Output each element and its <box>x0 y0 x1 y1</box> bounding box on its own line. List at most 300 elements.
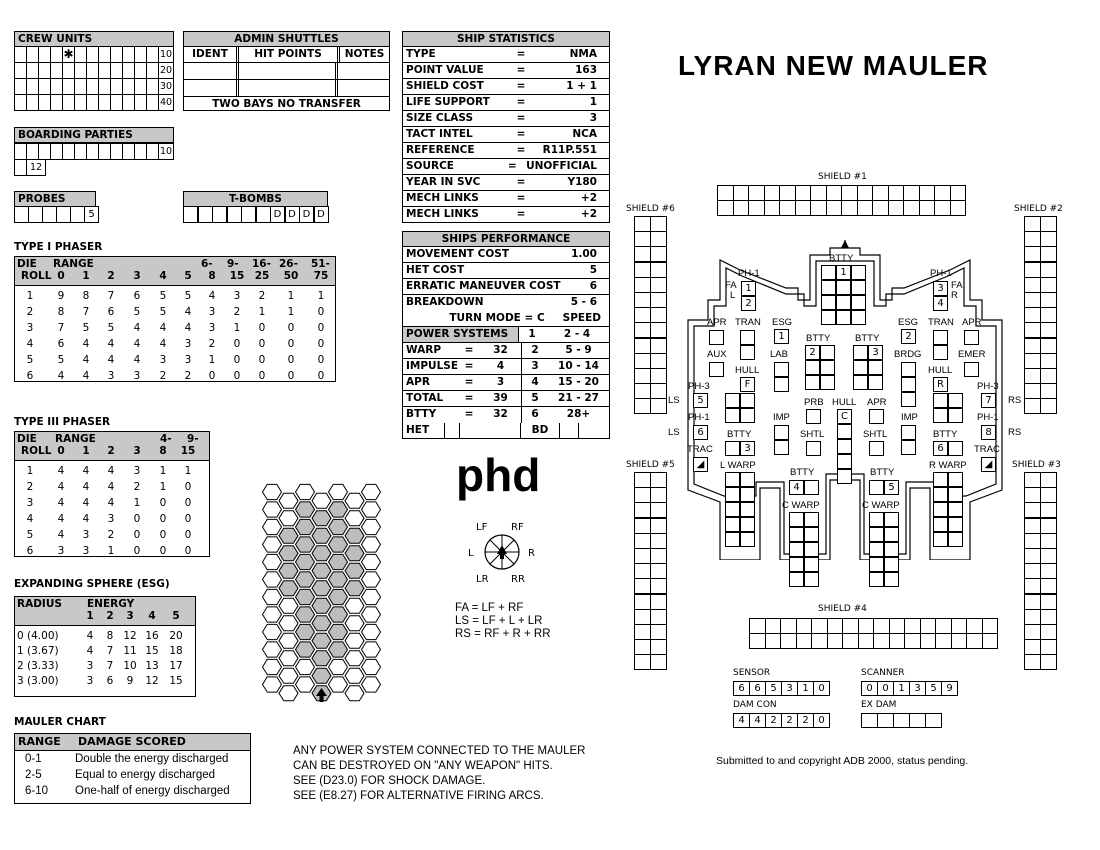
shield-1-box[interactable] <box>841 200 858 216</box>
shield-1-box[interactable] <box>841 185 858 201</box>
ph3-box[interactable]: 7 <box>981 393 996 408</box>
shield-6-box[interactable] <box>650 338 667 354</box>
shield-2-box[interactable] <box>1040 353 1057 369</box>
tbomb-box[interactable]: D <box>285 206 300 223</box>
hull-box[interactable] <box>740 408 755 423</box>
shield-3-box[interactable] <box>1040 624 1057 640</box>
shield-5-box[interactable] <box>634 487 651 503</box>
shield-4-box[interactable] <box>935 633 952 649</box>
shield-2-box[interactable] <box>1024 353 1041 369</box>
l-warp-box[interactable] <box>740 502 755 517</box>
shield-5-box[interactable] <box>650 609 667 625</box>
emer-box[interactable] <box>964 362 979 377</box>
shield-1-box[interactable] <box>795 200 812 216</box>
shield-5-box[interactable] <box>650 624 667 640</box>
shield-3-box[interactable] <box>1040 533 1057 549</box>
shield-1-box[interactable] <box>810 200 827 216</box>
shield-5-box[interactable] <box>634 563 651 579</box>
c-warp-box[interactable] <box>884 527 899 542</box>
shield-2-box[interactable] <box>1040 322 1057 338</box>
probe-box[interactable] <box>42 206 57 223</box>
btty-box[interactable] <box>836 310 851 325</box>
sensor-box[interactable]: 6 <box>733 681 750 696</box>
shield-1-box[interactable] <box>826 200 843 216</box>
shield-2-box[interactable] <box>1024 398 1041 414</box>
btty-box[interactable] <box>821 310 836 325</box>
shield-4-box[interactable] <box>889 618 906 634</box>
r-warp-box[interactable] <box>948 487 963 502</box>
shield-5-box[interactable] <box>650 518 667 534</box>
shield-5-box[interactable] <box>650 502 667 518</box>
shield-3-box[interactable] <box>1040 548 1057 564</box>
r-warp-box[interactable] <box>948 532 963 547</box>
tbomb-box[interactable]: D <box>299 206 314 223</box>
shield-4-box[interactable] <box>842 633 859 649</box>
btty-box[interactable] <box>851 265 866 280</box>
hull-box[interactable] <box>837 424 852 439</box>
aux-box[interactable] <box>709 362 724 377</box>
c-warp-box[interactable] <box>884 542 899 557</box>
btty-box[interactable] <box>851 280 866 295</box>
shield-3-box[interactable] <box>1040 563 1057 579</box>
shield-4-box[interactable] <box>966 633 983 649</box>
hull-box[interactable] <box>837 454 852 469</box>
crew-unit-box[interactable]: ✱ <box>63 47 74 61</box>
shield-3-box[interactable] <box>1040 472 1057 488</box>
shield-3-box[interactable] <box>1024 624 1041 640</box>
shield-3-box[interactable] <box>1024 502 1041 518</box>
r-warp-box[interactable] <box>948 502 963 517</box>
shield-2-box[interactable] <box>1024 322 1041 338</box>
exdam-box[interactable] <box>877 713 894 728</box>
tran-box[interactable] <box>933 330 948 345</box>
r-warp-box[interactable] <box>933 532 948 547</box>
c-warp-box[interactable] <box>804 557 819 572</box>
hull-box[interactable] <box>725 408 740 423</box>
shield-2-box[interactable] <box>1024 368 1041 384</box>
shield-4-box[interactable] <box>765 618 782 634</box>
shield-6-box[interactable] <box>634 383 651 399</box>
hull-box[interactable] <box>837 439 852 454</box>
shield-1-box[interactable] <box>872 185 889 201</box>
shield-6-box[interactable] <box>650 307 667 323</box>
l-warp-box[interactable] <box>725 532 740 547</box>
ph3-box[interactable]: 5 <box>693 393 708 408</box>
shield-4-box[interactable] <box>811 633 828 649</box>
shield-1-box[interactable] <box>950 200 967 216</box>
r-warp-box[interactable] <box>948 517 963 532</box>
shield-4-box[interactable] <box>780 618 797 634</box>
shield-5-box[interactable] <box>650 472 667 488</box>
shield-5-box[interactable] <box>634 654 651 670</box>
c-warp-box[interactable] <box>804 527 819 542</box>
shield-3-box[interactable] <box>1040 654 1057 670</box>
shield-5-box[interactable] <box>634 548 651 564</box>
brdg-box[interactable] <box>901 392 916 407</box>
c-warp-box[interactable] <box>789 557 804 572</box>
apr-box[interactable] <box>709 330 724 345</box>
shield-1-box[interactable] <box>934 185 951 201</box>
probe-box[interactable]: 5 <box>84 206 99 223</box>
shield-3-box[interactable] <box>1024 548 1041 564</box>
shield-1-box[interactable] <box>779 185 796 201</box>
l-warp-box[interactable] <box>740 472 755 487</box>
shield-5-box[interactable] <box>650 548 667 564</box>
btty-box[interactable] <box>868 360 883 375</box>
tbomb-box[interactable] <box>241 206 256 223</box>
shield-3-box[interactable] <box>1024 533 1041 549</box>
exdam-box[interactable] <box>909 713 926 728</box>
hull-box[interactable] <box>725 393 740 408</box>
ph1-box[interactable]: 2 <box>741 296 756 311</box>
shield-3-box[interactable] <box>1024 578 1041 594</box>
shield-6-box[interactable] <box>634 262 651 278</box>
c-warp-box[interactable] <box>789 572 804 587</box>
imp-box[interactable] <box>901 425 916 440</box>
shield-1-box[interactable] <box>919 185 936 201</box>
shield-2-box[interactable] <box>1024 292 1041 308</box>
shield-4-box[interactable] <box>966 618 983 634</box>
shield-2-box[interactable] <box>1024 216 1041 232</box>
tran-box[interactable] <box>933 345 948 360</box>
shield-6-box[interactable] <box>634 292 651 308</box>
damcon-box[interactable]: 0 <box>813 713 830 728</box>
tbomb-box[interactable] <box>256 206 271 223</box>
damcon-box[interactable]: 4 <box>749 713 766 728</box>
btty-box[interactable] <box>836 280 851 295</box>
shield-1-box[interactable] <box>857 185 874 201</box>
esg-box[interactable]: 1 <box>774 329 789 344</box>
shield-5-box[interactable] <box>634 594 651 610</box>
btty-box[interactable] <box>853 345 868 360</box>
btty-box[interactable] <box>804 480 819 495</box>
shield-1-box[interactable] <box>795 185 812 201</box>
shield-3-box[interactable] <box>1040 487 1057 503</box>
shield-4-box[interactable] <box>780 633 797 649</box>
shield-2-box[interactable] <box>1024 246 1041 262</box>
shield-1-box[interactable] <box>950 185 967 201</box>
shield-5-box[interactable] <box>634 502 651 518</box>
brdg-box[interactable] <box>901 362 916 377</box>
sensor-box[interactable]: 0 <box>813 681 830 696</box>
btty-box[interactable]: 6 <box>933 441 948 456</box>
ph1-box[interactable]: 4 <box>933 296 948 311</box>
c-warp-box[interactable] <box>884 512 899 527</box>
sensor-box[interactable]: 5 <box>765 681 782 696</box>
btty-box[interactable] <box>805 360 820 375</box>
btty-box[interactable] <box>821 280 836 295</box>
hull-box[interactable] <box>948 393 963 408</box>
shield-3-box[interactable] <box>1040 609 1057 625</box>
shield-6-box[interactable] <box>650 216 667 232</box>
c-warp-box[interactable] <box>789 527 804 542</box>
l-warp-box[interactable] <box>740 532 755 547</box>
shield-6-box[interactable] <box>634 307 651 323</box>
shield-2-box[interactable] <box>1040 398 1057 414</box>
shield-4-box[interactable] <box>811 618 828 634</box>
scanner-box[interactable]: 1 <box>893 681 910 696</box>
probe-box[interactable] <box>56 206 71 223</box>
btty-box[interactable] <box>853 375 868 390</box>
shield-6-box[interactable] <box>650 292 667 308</box>
shield-3-box[interactable] <box>1024 639 1041 655</box>
shield-6-box[interactable] <box>650 246 667 262</box>
exdam-box[interactable] <box>893 713 910 728</box>
tbomb-box[interactable] <box>227 206 242 223</box>
apr-box[interactable] <box>964 330 979 345</box>
shield-1-box[interactable] <box>748 200 765 216</box>
shield-3-box[interactable] <box>1024 594 1041 610</box>
shield-1-box[interactable] <box>826 185 843 201</box>
shield-2-box[interactable] <box>1040 231 1057 247</box>
shield-2-box[interactable] <box>1040 292 1057 308</box>
l-warp-box[interactable] <box>725 472 740 487</box>
btty-box[interactable] <box>820 345 835 360</box>
shield-1-box[interactable] <box>857 200 874 216</box>
shield-4-box[interactable] <box>920 633 937 649</box>
damcon-box[interactable]: 2 <box>765 713 782 728</box>
shield-5-box[interactable] <box>634 578 651 594</box>
btty-box[interactable] <box>725 441 740 456</box>
ph1-box[interactable]: 8 <box>981 425 996 440</box>
shield-1-box[interactable] <box>919 200 936 216</box>
shield-4-box[interactable] <box>842 618 859 634</box>
shield-3-box[interactable] <box>1024 563 1041 579</box>
shield-2-box[interactable] <box>1024 262 1041 278</box>
prb-box[interactable] <box>806 409 821 424</box>
shield-3-box[interactable] <box>1040 639 1057 655</box>
r-warp-box[interactable] <box>933 517 948 532</box>
sensor-box[interactable]: 3 <box>781 681 798 696</box>
c-warp-box[interactable] <box>804 512 819 527</box>
shield-4-box[interactable] <box>904 618 921 634</box>
r-warp-box[interactable] <box>933 502 948 517</box>
shield-5-box[interactable] <box>650 563 667 579</box>
shield-5-box[interactable] <box>650 487 667 503</box>
shield-4-box[interactable] <box>982 618 999 634</box>
shield-2-box[interactable] <box>1040 216 1057 232</box>
shield-4-box[interactable] <box>749 618 766 634</box>
r-warp-box[interactable] <box>933 487 948 502</box>
shield-6-box[interactable] <box>634 246 651 262</box>
hull-box[interactable]: F <box>740 377 755 392</box>
shield-2-box[interactable] <box>1040 307 1057 323</box>
shield-2-box[interactable] <box>1040 368 1057 384</box>
shield-4-box[interactable] <box>796 618 813 634</box>
shield-6-box[interactable] <box>634 338 651 354</box>
btty-box[interactable] <box>821 295 836 310</box>
shield-3-box[interactable] <box>1024 472 1041 488</box>
c-warp-box[interactable] <box>869 542 884 557</box>
shield-6-box[interactable] <box>634 398 651 414</box>
scanner-box[interactable]: 3 <box>909 681 926 696</box>
damcon-box[interactable]: 2 <box>797 713 814 728</box>
btty-box[interactable] <box>820 360 835 375</box>
imp-box[interactable] <box>774 425 789 440</box>
shield-1-box[interactable] <box>717 185 734 201</box>
shield-4-box[interactable] <box>858 633 875 649</box>
tractor-beam-box[interactable]: ◢ <box>693 457 708 472</box>
l-warp-box[interactable] <box>740 517 755 532</box>
btty-box[interactable]: 3 <box>868 345 883 360</box>
sensor-box[interactable]: 1 <box>797 681 814 696</box>
lab-box[interactable] <box>774 362 789 377</box>
shield-3-box[interactable] <box>1024 654 1041 670</box>
c-warp-box[interactable] <box>869 572 884 587</box>
shield-4-box[interactable] <box>951 633 968 649</box>
shield-4-box[interactable] <box>873 633 890 649</box>
shield-4-box[interactable] <box>889 633 906 649</box>
shield-1-box[interactable] <box>888 185 905 201</box>
shield-4-box[interactable] <box>827 633 844 649</box>
shield-6-box[interactable] <box>650 277 667 293</box>
c-warp-box[interactable] <box>884 572 899 587</box>
c-warp-box[interactable] <box>804 542 819 557</box>
ph1-box[interactable]: 6 <box>693 425 708 440</box>
scanner-box[interactable]: 9 <box>941 681 958 696</box>
tbomb-box[interactable]: D <box>270 206 285 223</box>
btty-box[interactable] <box>869 480 884 495</box>
r-warp-box[interactable] <box>933 472 948 487</box>
shield-3-box[interactable] <box>1024 487 1041 503</box>
btty-box[interactable] <box>868 375 883 390</box>
shield-4-box[interactable] <box>858 618 875 634</box>
btty-box[interactable] <box>836 295 851 310</box>
c-warp-box[interactable] <box>869 512 884 527</box>
scanner-box[interactable]: 0 <box>877 681 894 696</box>
btty-box[interactable]: 1 <box>836 265 851 280</box>
shtl-box[interactable] <box>806 441 821 456</box>
apr-box[interactable] <box>869 409 884 424</box>
shield-3-box[interactable] <box>1024 518 1041 534</box>
lab-box[interactable] <box>774 377 789 392</box>
shield-4-box[interactable] <box>935 618 952 634</box>
shield-2-box[interactable] <box>1024 307 1041 323</box>
hull-box[interactable] <box>740 393 755 408</box>
probe-box[interactable] <box>28 206 43 223</box>
shield-1-box[interactable] <box>872 200 889 216</box>
exdam-box[interactable] <box>861 713 878 728</box>
ph1-box[interactable]: 1 <box>741 281 756 296</box>
shield-3-box[interactable] <box>1040 578 1057 594</box>
shield-4-box[interactable] <box>873 618 890 634</box>
shield-2-box[interactable] <box>1040 246 1057 262</box>
shield-6-box[interactable] <box>650 231 667 247</box>
shtl-box[interactable] <box>869 441 884 456</box>
shield-6-box[interactable] <box>650 368 667 384</box>
hull-box[interactable] <box>948 408 963 423</box>
btty-box[interactable] <box>805 375 820 390</box>
shield-2-box[interactable] <box>1024 383 1041 399</box>
shield-1-box[interactable] <box>764 185 781 201</box>
shield-2-box[interactable] <box>1040 262 1057 278</box>
shield-6-box[interactable] <box>634 231 651 247</box>
c-warp-box[interactable] <box>869 557 884 572</box>
btty-box[interactable]: 5 <box>884 480 899 495</box>
shield-1-box[interactable] <box>748 185 765 201</box>
sensor-box[interactable]: 6 <box>749 681 766 696</box>
shield-2-box[interactable] <box>1024 277 1041 293</box>
shield-2-box[interactable] <box>1040 277 1057 293</box>
brdg-box[interactable] <box>901 377 916 392</box>
shield-1-box[interactable] <box>810 185 827 201</box>
btty-box[interactable]: 2 <box>805 345 820 360</box>
shield-6-box[interactable] <box>634 216 651 232</box>
shield-5-box[interactable] <box>634 533 651 549</box>
tran-box[interactable] <box>740 345 755 360</box>
shield-4-box[interactable] <box>951 618 968 634</box>
shield-2-box[interactable] <box>1040 383 1057 399</box>
l-warp-box[interactable] <box>740 487 755 502</box>
shield-5-box[interactable] <box>650 533 667 549</box>
l-warp-box[interactable] <box>725 487 740 502</box>
btty-box[interactable] <box>821 265 836 280</box>
damcon-box[interactable]: 2 <box>781 713 798 728</box>
shield-6-box[interactable] <box>650 353 667 369</box>
shield-1-box[interactable] <box>903 200 920 216</box>
shield-2-box[interactable] <box>1024 338 1041 354</box>
ph1-box[interactable]: 3 <box>933 281 948 296</box>
c-warp-box[interactable] <box>789 542 804 557</box>
scanner-box[interactable]: 5 <box>925 681 942 696</box>
btty-box[interactable]: 3 <box>740 441 755 456</box>
imp-box[interactable] <box>901 440 916 455</box>
shield-4-box[interactable] <box>827 618 844 634</box>
tbomb-box[interactable]: D <box>314 206 329 223</box>
shield-5-box[interactable] <box>650 578 667 594</box>
probe-box[interactable] <box>70 206 85 223</box>
l-warp-box[interactable] <box>725 517 740 532</box>
shield-5-box[interactable] <box>650 594 667 610</box>
shield-5-box[interactable] <box>650 639 667 655</box>
shield-4-box[interactable] <box>765 633 782 649</box>
shield-6-box[interactable] <box>650 398 667 414</box>
shield-6-box[interactable] <box>650 262 667 278</box>
shield-4-box[interactable] <box>749 633 766 649</box>
tbomb-box[interactable] <box>198 206 213 223</box>
btty-box[interactable] <box>851 295 866 310</box>
tbomb-box[interactable] <box>212 206 227 223</box>
c-warp-box[interactable] <box>804 572 819 587</box>
esg-box[interactable]: 2 <box>901 329 916 344</box>
hull-box[interactable] <box>933 393 948 408</box>
shield-1-box[interactable] <box>903 185 920 201</box>
shield-1-box[interactable] <box>764 200 781 216</box>
damcon-box[interactable]: 4 <box>733 713 750 728</box>
c-warp-box[interactable] <box>789 512 804 527</box>
shield-1-box[interactable] <box>733 200 750 216</box>
shield-6-box[interactable] <box>650 322 667 338</box>
shield-3-box[interactable] <box>1040 502 1057 518</box>
tbomb-box[interactable] <box>183 206 198 223</box>
r-warp-box[interactable] <box>948 472 963 487</box>
shield-6-box[interactable] <box>650 383 667 399</box>
imp-box[interactable] <box>774 440 789 455</box>
btty-box[interactable] <box>820 375 835 390</box>
btty-box[interactable] <box>853 360 868 375</box>
shield-6-box[interactable] <box>634 277 651 293</box>
l-warp-box[interactable] <box>725 502 740 517</box>
shield-5-box[interactable] <box>650 654 667 670</box>
shield-1-box[interactable] <box>733 185 750 201</box>
shield-4-box[interactable] <box>796 633 813 649</box>
btty-box[interactable]: 4 <box>789 480 804 495</box>
shield-5-box[interactable] <box>634 518 651 534</box>
c-warp-box[interactable] <box>884 557 899 572</box>
shield-5-box[interactable] <box>634 472 651 488</box>
exdam-box[interactable] <box>925 713 942 728</box>
c-warp-box[interactable] <box>869 527 884 542</box>
